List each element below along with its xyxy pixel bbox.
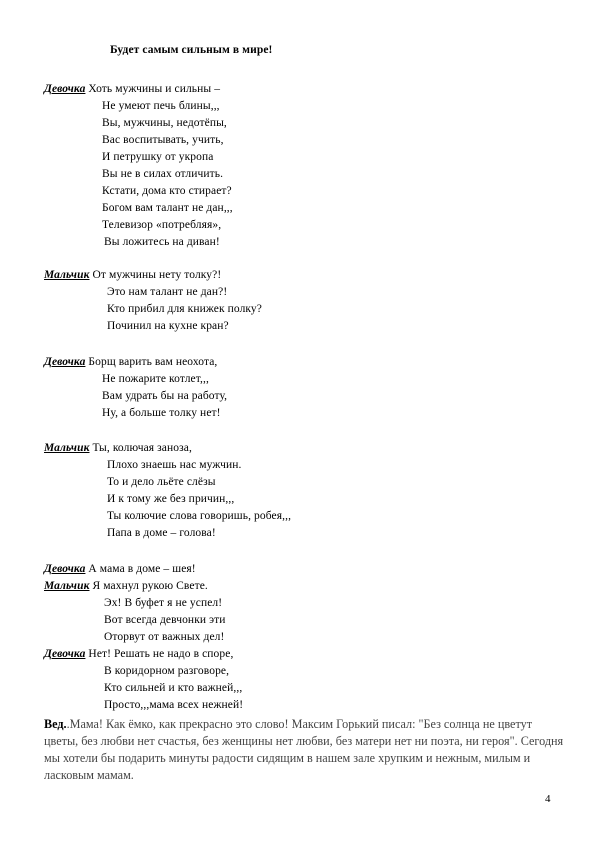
poem-line bbox=[44, 441, 192, 455]
speaker-label: Мальчик bbox=[44, 580, 90, 592]
line-text: Вы, мужчины, недотёпы, bbox=[102, 117, 227, 129]
line-text: Эх! В буфет я не успел! bbox=[104, 597, 223, 609]
line-text: Вы не в силах отличить. bbox=[102, 168, 224, 180]
poem-line bbox=[107, 509, 291, 523]
line-text: Кстати, дома кто стирает? bbox=[102, 185, 232, 197]
speaker-label: Девочка bbox=[44, 356, 86, 368]
poem-line bbox=[102, 389, 227, 403]
line-text: То и дело льёте слёзы bbox=[107, 476, 216, 488]
poem-line bbox=[104, 664, 229, 678]
narration-paragraph bbox=[44, 716, 564, 784]
page-number: 4 bbox=[545, 793, 551, 805]
poem-line bbox=[102, 184, 232, 198]
poem-line bbox=[44, 562, 196, 576]
poem-line bbox=[104, 596, 222, 610]
line-text: Это нам талант не дан?! bbox=[107, 286, 228, 298]
poem-line bbox=[102, 133, 224, 147]
poem-line bbox=[107, 458, 241, 472]
line-text: От мужчины нету толку?! bbox=[92, 269, 222, 281]
speaker-label: Мальчик bbox=[44, 269, 90, 281]
poem-line bbox=[44, 82, 220, 96]
line-text: Кто прибил для книжек полку? bbox=[107, 303, 262, 315]
poem-line bbox=[102, 218, 221, 232]
line-text: Плохо знаешь нас мужчин. bbox=[107, 459, 242, 471]
poem-line bbox=[107, 302, 262, 316]
speaker-label: Девочка bbox=[44, 648, 86, 660]
poem-line bbox=[104, 235, 220, 249]
line-text: Починил на кухне кран? bbox=[107, 320, 229, 332]
narration-text: .Мама! Как ёмко, как прекрасно это слово! Максим Горький писал: "Без солнца не цветут цветы, без любви нет счастья, без женщины нет любви, без матери нет ни поэта, ни героя". Сегодня мы хотели бы подарить минуты радости сидящим в нашем зале хрупким и нежным, милым и ласковым мамам. bbox=[44, 717, 564, 782]
speaker-label: Девочка bbox=[44, 563, 86, 575]
poem-line bbox=[104, 630, 224, 644]
line-text: Богом вам талант не дан,,, bbox=[102, 202, 233, 214]
line-text: Кто сильней и кто важней,,, bbox=[104, 682, 243, 694]
poem-line bbox=[102, 201, 233, 215]
poem-line bbox=[102, 150, 213, 164]
line-text: Борщ варить вам неохота, bbox=[88, 356, 218, 368]
poem-line bbox=[44, 647, 233, 661]
poem-line bbox=[102, 99, 220, 113]
line-text: Хоть мужчины и сильны – bbox=[88, 83, 221, 95]
narrator-label: Вед. bbox=[44, 717, 67, 731]
line-text: Папа в доме – голова! bbox=[107, 527, 216, 539]
line-text: Вот всегда девчонки эти bbox=[104, 614, 226, 626]
line-text: Просто,,,мама всех нежней! bbox=[104, 699, 244, 711]
poem-line bbox=[102, 116, 227, 130]
line-text: Ты, колючая заноза, bbox=[92, 442, 192, 454]
speaker-label: Мальчик bbox=[44, 442, 90, 454]
line-text: В коридорном разговоре, bbox=[104, 665, 230, 677]
poem-line bbox=[44, 268, 221, 282]
poem-line bbox=[107, 319, 229, 333]
poem-line bbox=[107, 492, 234, 506]
line-text: Вы ложитесь на диван! bbox=[104, 236, 220, 248]
poem-line bbox=[102, 372, 209, 386]
poem-line bbox=[107, 285, 227, 299]
poem-line bbox=[104, 681, 242, 695]
poem-line bbox=[44, 579, 208, 593]
line-text: Ты колючие слова говоришь, робея,,, bbox=[107, 510, 292, 522]
line-text: И петрушку от укропа bbox=[102, 151, 214, 163]
poem-line bbox=[44, 355, 217, 369]
line-text: Я махнул рукою Свете. bbox=[92, 580, 208, 592]
line-text: Телевизор «потребляя», bbox=[102, 219, 222, 231]
line-text: Нет! Решать не надо в споре, bbox=[88, 648, 234, 660]
line-text: Не умеют печь блины,,, bbox=[102, 100, 220, 112]
poem-line bbox=[104, 613, 226, 627]
line-text: Вас воспитывать, учить, bbox=[102, 134, 224, 146]
line-text: Оторвут от важных дел! bbox=[104, 631, 225, 643]
line-text: Не пожарите котлет,,, bbox=[102, 373, 209, 385]
poem-line bbox=[102, 406, 221, 420]
line-text: А мама в доме – шея! bbox=[88, 563, 196, 575]
line-text: Будет самым сильным в мире! bbox=[110, 44, 273, 56]
line-text: Ну, а больше толку нет! bbox=[102, 407, 221, 419]
line-text: И к тому же без причин,,, bbox=[107, 493, 235, 505]
poem-line bbox=[107, 475, 216, 489]
poem-line bbox=[102, 167, 223, 181]
line-text: Вам удрать бы на работу, bbox=[102, 390, 228, 402]
poem-line bbox=[104, 698, 243, 712]
poem-line bbox=[107, 526, 216, 540]
poem-line bbox=[110, 43, 272, 57]
speaker-label: Девочка bbox=[44, 83, 86, 95]
